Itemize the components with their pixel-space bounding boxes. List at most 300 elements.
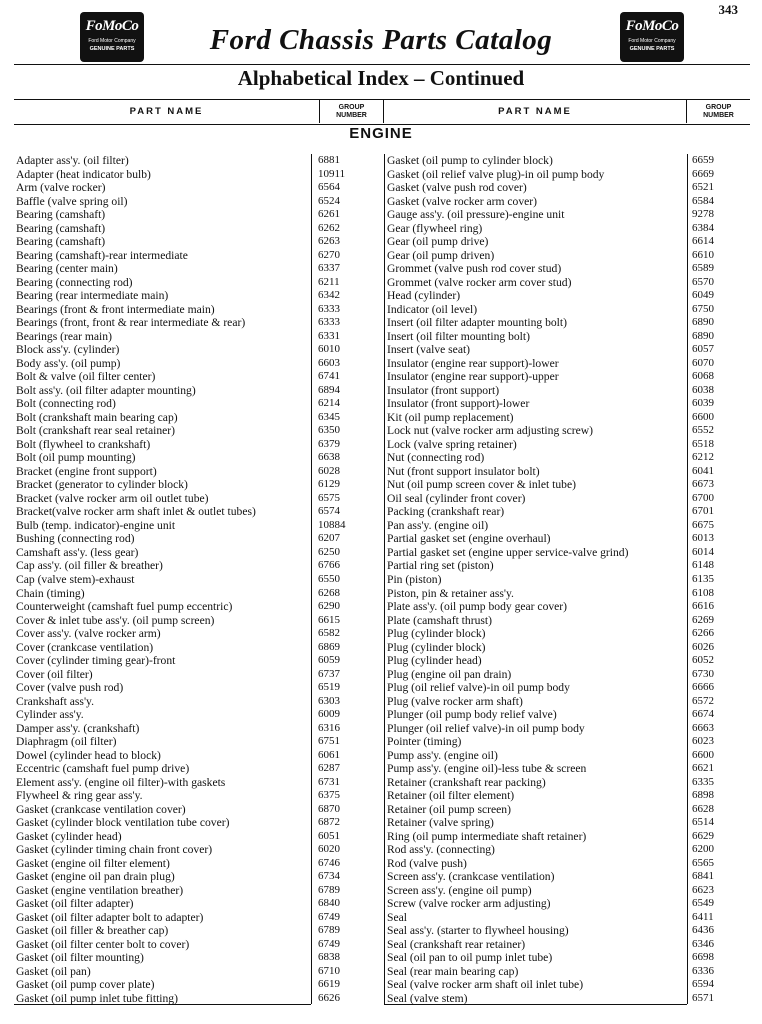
list-item [385, 924, 750, 938]
group-number: 6614 [692, 235, 714, 248]
list-item [14, 249, 384, 263]
group-number: 6675 [692, 518, 714, 531]
part-name: Bearings (rear main) [16, 329, 112, 343]
part-name: Seal (valve rocker arm shaft oil inlet tube) [387, 978, 584, 992]
list-item [14, 316, 384, 330]
list-item [14, 424, 384, 438]
list-item [14, 262, 384, 276]
part-name: Cover & inlet tube ass'y. (oil pump screen) [16, 613, 215, 627]
group-number: 6623 [692, 883, 714, 896]
group-number: 6211 [318, 275, 340, 288]
list-item [14, 357, 384, 371]
header-group-line1: GROUP [705, 103, 732, 111]
group-number: 10884 [318, 518, 346, 531]
list-item [14, 168, 384, 182]
catalog-title: Ford Chassis Parts Catalog [209, 24, 553, 56]
list-item [385, 357, 750, 371]
part-name: Gauge ass'y. (oil pressure)-engine unit [387, 208, 565, 222]
part-name: Damper ass'y. (crankshaft) [16, 721, 140, 735]
part-name: Rod ass'y. (connecting) [387, 843, 495, 857]
group-number: 6059 [318, 654, 340, 667]
group-number: 6518 [692, 437, 714, 450]
part-name: Bolt (crankshaft rear seal retainer) [16, 424, 176, 438]
group-number: 6890 [692, 329, 714, 342]
part-name: Bearing (rear intermediate main) [16, 289, 169, 303]
group-number: 6014 [692, 545, 714, 558]
list-item [14, 911, 384, 925]
list-item [14, 451, 384, 465]
group-number: 6337 [318, 262, 340, 275]
list-item [385, 803, 750, 817]
list-item [385, 478, 750, 492]
part-name: Bracket (valve rocker arm oil outlet tube) [16, 491, 209, 505]
index-column-right [385, 154, 750, 1005]
list-item [14, 816, 384, 830]
part-name: Gear (flywheel ring) [387, 221, 483, 235]
part-name: Nut (oil pump screen cover & inlet tube) [387, 478, 576, 492]
group-number: 6519 [318, 681, 340, 694]
list-item [385, 681, 750, 695]
part-name: Plunger (oil relief valve)-in oil pump body [387, 721, 585, 735]
list-item [14, 154, 384, 168]
list-item [385, 897, 750, 911]
table-header-right [384, 99, 750, 125]
list-item [14, 276, 384, 290]
list-item [14, 587, 384, 601]
list-item [14, 641, 384, 655]
part-name: Cylinder ass'y. [16, 708, 84, 722]
group-number: 6594 [692, 978, 714, 991]
part-name: Insulator (front support)-lower [387, 397, 530, 411]
part-name: Gasket (engine oil pan drain plug) [16, 870, 175, 884]
group-number: 6674 [692, 708, 714, 721]
list-item [385, 857, 750, 871]
logo-brand: FoMoCo [625, 18, 679, 34]
list-item [14, 884, 384, 898]
list-item [14, 370, 384, 384]
list-item [14, 343, 384, 357]
list-item [14, 843, 384, 857]
list-item [385, 992, 750, 1006]
list-item [385, 519, 750, 533]
logo-tagline: Ford Motor Company [88, 38, 136, 44]
list-item [385, 816, 750, 830]
group-number: 6212 [692, 451, 714, 464]
list-item [14, 830, 384, 844]
group-number: 6524 [318, 194, 340, 207]
group-number: 6023 [692, 735, 714, 748]
group-number: 6564 [318, 181, 340, 194]
logo-tagline: Ford Motor Company [628, 38, 676, 44]
header-part-name: PART NAME [129, 106, 204, 117]
group-number: 6020 [318, 843, 340, 856]
part-name: Gasket (engine ventilation breather) [16, 883, 184, 897]
list-item [385, 195, 750, 209]
group-number: 6268 [318, 586, 340, 599]
part-name: Bearing (connecting rod) [16, 275, 133, 289]
part-name: Plug (valve rocker arm shaft) [387, 694, 523, 708]
list-item [14, 384, 384, 398]
list-item [14, 195, 384, 209]
part-name: Grommet (valve push rod cover stud) [387, 262, 562, 276]
part-name: Nut (front support insulator bolt) [387, 464, 540, 478]
group-number: 6616 [692, 600, 714, 613]
group-number: 6068 [692, 370, 714, 383]
part-name: Plug (cylinder block) [387, 640, 486, 654]
part-name: Gasket (valve rocker arm cover) [387, 194, 537, 208]
list-item [385, 262, 750, 276]
part-name: Gasket (oil filter adapter) [16, 897, 134, 911]
part-name: Gasket (oil pump to cylinder block) [387, 154, 553, 167]
group-number: 6342 [318, 289, 340, 302]
list-item [14, 465, 384, 479]
part-name: Bushing (connecting rod) [16, 532, 135, 546]
group-number: 6626 [318, 991, 340, 1004]
part-name: Kit (oil pump replacement) [387, 410, 514, 424]
part-name: Bolt (connecting rod) [16, 397, 116, 411]
list-item [385, 830, 750, 844]
group-number: 6741 [318, 370, 340, 383]
list-item [385, 505, 750, 519]
group-number: 6737 [318, 667, 340, 680]
list-item [385, 222, 750, 236]
part-name: Bearings (front & front intermediate main) [16, 302, 215, 316]
list-item [14, 722, 384, 736]
part-name: Rod (valve push) [387, 856, 467, 870]
group-number: 6589 [692, 262, 714, 275]
part-name: Bracket (generator to cylinder block) [16, 478, 188, 492]
header-group-line2: NUMBER [703, 111, 734, 119]
list-item [385, 789, 750, 803]
group-number: 6638 [318, 451, 340, 464]
group-number: 6669 [692, 167, 714, 180]
part-name: Chain (timing) [16, 586, 85, 600]
list-item [14, 938, 384, 952]
group-number: 6514 [692, 816, 714, 829]
list-item [14, 532, 384, 546]
group-number: 6549 [692, 897, 714, 910]
part-name: Gear (oil pump drive) [387, 235, 489, 249]
list-item [385, 316, 750, 330]
list-item [14, 181, 384, 195]
list-item [14, 668, 384, 682]
group-number: 6890 [692, 316, 714, 329]
part-name: Cover (valve push rod) [16, 681, 124, 695]
header-group-line2: NUMBER [336, 111, 367, 119]
part-name: Plug (cylinder head) [387, 654, 482, 668]
group-number: 6436 [692, 924, 714, 937]
part-name: Oil seal (cylinder front cover) [387, 491, 526, 505]
part-name: Pan ass'y. (engine oil) [387, 518, 489, 532]
group-number: 6335 [692, 775, 714, 788]
list-item [14, 519, 384, 533]
part-name: Lock nut (valve rocker arm adjusting screw) [387, 424, 594, 438]
group-number: 6838 [318, 951, 340, 964]
group-number: 6666 [692, 681, 714, 694]
part-name: Counterweight (camshaft fuel pump eccentric) [16, 600, 233, 614]
part-name: Retainer (oil pump screen) [387, 802, 511, 816]
list-item [14, 762, 384, 776]
group-number: 6521 [692, 181, 714, 194]
group-number: 6750 [692, 302, 714, 315]
part-name: Gasket (engine oil filter element) [16, 856, 170, 870]
part-name: Bearing (camshaft) [16, 235, 106, 249]
list-item [14, 438, 384, 452]
part-name: Bolt (flywheel to crankshaft) [16, 437, 151, 451]
group-number: 6898 [692, 789, 714, 802]
list-item [385, 384, 750, 398]
group-number: 6841 [692, 870, 714, 883]
header-group-line1: GROUP [338, 103, 365, 111]
list-item [385, 289, 750, 303]
list-item [14, 897, 384, 911]
part-name: Insulator (engine rear support)-upper [387, 370, 559, 384]
part-name: Grommet (valve rocker arm cover stud) [387, 275, 572, 289]
list-item [14, 965, 384, 979]
part-name: Crankshaft ass'y. [16, 694, 94, 708]
list-item [14, 749, 384, 763]
part-name: Bearing (camshaft) [16, 221, 106, 235]
group-number: 6575 [318, 491, 340, 504]
group-number: 6379 [318, 437, 340, 450]
group-number: 6789 [318, 883, 340, 896]
group-number: 6041 [692, 464, 714, 477]
list-item [14, 789, 384, 803]
part-name: Plug (oil relief valve)-in oil pump body [387, 681, 570, 695]
list-item [385, 411, 750, 425]
part-name: Plug (engine oil pan drain) [387, 667, 512, 681]
part-name: Pointer (timing) [387, 735, 462, 749]
part-name: Cap ass'y. (oil filler & breather) [16, 559, 163, 573]
part-name: Plate (camshaft thrust) [387, 613, 492, 627]
group-number: 6610 [692, 248, 714, 261]
part-name: Gasket (oil filter adapter bolt to adapter) [16, 910, 204, 924]
table-header-left [14, 99, 384, 125]
list-item [385, 154, 750, 168]
list-item [385, 735, 750, 749]
list-item [385, 451, 750, 465]
part-name: Bearing (center main) [16, 262, 118, 276]
part-name: Seal (rear main bearing cap) [387, 964, 519, 978]
part-name: Gasket (oil pump inlet tube fitting) [16, 991, 178, 1005]
part-name: Gasket (oil filter mounting) [16, 951, 144, 965]
group-number: 6629 [692, 829, 714, 842]
part-name: Pump ass'y. (engine oil) [387, 748, 498, 762]
group-number: 6584 [692, 194, 714, 207]
group-number: 6731 [318, 775, 340, 788]
group-number: 6148 [692, 559, 714, 572]
list-item [385, 654, 750, 668]
group-number: 6659 [692, 154, 714, 166]
list-item [385, 330, 750, 344]
list-item [14, 397, 384, 411]
part-name: Gasket (oil filler & breather cap) [16, 924, 169, 938]
group-number: 6565 [692, 856, 714, 869]
page-subtitle: Alphabetical Index – Continued [237, 66, 525, 90]
group-number: 6333 [318, 316, 340, 329]
group-number: 6028 [318, 464, 340, 477]
group-number: 6026 [692, 640, 714, 653]
part-name: Bolt & valve (oil filter center) [16, 370, 156, 384]
group-number: 6108 [692, 586, 714, 599]
part-name: Element ass'y. (engine oil filter)-with gaskets [16, 775, 226, 789]
part-name: Bracket(valve rocker arm shaft inlet & outlet tubes) [16, 505, 256, 519]
part-name: Flywheel & ring gear ass'y. [16, 789, 143, 803]
part-name: Bolt (crankshaft main bearing cap) [16, 410, 178, 424]
list-item [385, 870, 750, 884]
list-item [14, 735, 384, 749]
group-number: 6350 [318, 424, 340, 437]
group-number: 6550 [318, 572, 340, 585]
logo-label: GENUINE PARTS [629, 46, 675, 52]
list-item [385, 181, 750, 195]
part-name: Gasket (cylinder timing chain front cover) [16, 843, 213, 857]
part-name: Cover ass'y. (valve rocker arm) [16, 627, 161, 641]
part-name: Seal (crankshaft rear retainer) [387, 937, 526, 951]
part-name: Adapter (heat indicator bulb) [16, 167, 151, 181]
group-number: 6673 [692, 478, 714, 491]
group-number: 6049 [692, 289, 714, 302]
group-number: 6010 [318, 343, 340, 356]
logo-brand: FoMoCo [85, 18, 139, 34]
part-name: Screen ass'y. (crankcase ventilation) [387, 870, 555, 884]
list-item [385, 168, 750, 182]
list-item [14, 708, 384, 722]
list-item [14, 870, 384, 884]
part-name: Ring (oil pump intermediate shaft retainer) [387, 829, 587, 843]
list-item [385, 587, 750, 601]
list-item [385, 343, 750, 357]
part-name: Seal (valve stem) [387, 991, 468, 1005]
list-item [385, 532, 750, 546]
group-number: 6730 [692, 667, 714, 680]
list-item [385, 627, 750, 641]
list-item [14, 303, 384, 317]
list-item [14, 559, 384, 573]
group-number: 6200 [692, 843, 714, 856]
part-name: Insert (valve seat) [387, 343, 471, 357]
list-item [385, 424, 750, 438]
list-item [14, 505, 384, 519]
part-name: Partial ring set (piston) [387, 559, 494, 573]
group-number: 6570 [692, 275, 714, 288]
group-number: 6316 [318, 721, 340, 734]
list-item [14, 289, 384, 303]
group-number: 6600 [692, 410, 714, 423]
group-number: 6345 [318, 410, 340, 423]
part-name: Retainer (oil filter element) [387, 789, 515, 803]
list-item [385, 303, 750, 317]
group-number: 6881 [318, 154, 340, 166]
group-number: 6384 [692, 221, 714, 234]
group-number: 6746 [318, 856, 340, 869]
list-item [385, 722, 750, 736]
group-number: 6129 [318, 478, 340, 491]
list-item [14, 627, 384, 641]
header-group-number [319, 100, 384, 123]
list-item [385, 843, 750, 857]
part-name: Baffle (valve spring oil) [16, 194, 128, 208]
list-item [14, 600, 384, 614]
group-number: 6013 [692, 532, 714, 545]
part-name: Head (cylinder) [387, 289, 461, 303]
group-number: 6336 [692, 964, 714, 977]
part-name: Bracket (engine front support) [16, 464, 157, 478]
group-number: 6303 [318, 694, 340, 707]
group-number: 6710 [318, 964, 340, 977]
part-name: Gasket (oil pump cover plate) [16, 978, 155, 992]
group-number: 6346 [692, 937, 714, 950]
group-number: 6070 [692, 356, 714, 369]
part-name: Insert (oil filter mounting bolt) [387, 329, 530, 343]
part-name: Screen ass'y. (engine oil pump) [387, 883, 532, 897]
part-name: Dowel (cylinder head to block) [16, 748, 161, 762]
list-item [385, 776, 750, 790]
list-item [14, 992, 384, 1006]
group-number: 6701 [692, 505, 714, 518]
list-item [14, 546, 384, 560]
part-name: Indicator (oil level) [387, 302, 478, 316]
part-name: Cover (oil filter) [16, 667, 93, 681]
group-number: 6261 [318, 208, 340, 221]
group-number: 6615 [318, 613, 340, 626]
group-number: 6038 [692, 383, 714, 396]
group-number: 6869 [318, 640, 340, 653]
part-name: Bearing (camshaft) [16, 208, 106, 222]
list-item [14, 614, 384, 628]
list-item [385, 559, 750, 573]
list-item [14, 492, 384, 506]
group-number: 6571 [692, 991, 714, 1004]
title-rule [14, 64, 750, 65]
logo-label: GENUINE PARTS [89, 46, 135, 52]
part-name: Gear (oil pump driven) [387, 248, 495, 262]
group-number: 6287 [318, 762, 340, 775]
group-number: 6600 [692, 748, 714, 761]
list-item [385, 938, 750, 952]
list-item [14, 978, 384, 992]
part-name: Body ass'y. (oil pump) [16, 356, 121, 370]
part-name: Adapter ass'y. (oil filter) [16, 154, 129, 167]
list-item [385, 208, 750, 222]
group-number: 6061 [318, 748, 340, 761]
group-number: 6207 [318, 532, 340, 545]
list-item [385, 762, 750, 776]
part-name: Bulb (temp. indicator)-engine unit [16, 518, 176, 532]
group-number: 6749 [318, 910, 340, 923]
list-item [14, 776, 384, 790]
group-number: 6751 [318, 735, 340, 748]
part-name: Bolt ass'y. (oil filter adapter mounting) [16, 383, 196, 397]
page-number: 343 [718, 2, 738, 17]
list-item [385, 749, 750, 763]
group-number: 6375 [318, 789, 340, 802]
part-name: Gasket (oil relief valve plug)-in oil pump body [387, 167, 605, 181]
group-number: 6263 [318, 235, 340, 248]
list-item [385, 600, 750, 614]
group-number: 6051 [318, 829, 340, 842]
list-item [14, 222, 384, 236]
list-item [385, 911, 750, 925]
part-name: Seal (oil pan to oil pump inlet tube) [387, 951, 553, 965]
group-number: 6331 [318, 329, 340, 342]
part-name: Retainer (crankshaft rear packing) [387, 775, 546, 789]
list-item [385, 276, 750, 290]
group-number: 6766 [318, 559, 340, 572]
list-item [385, 397, 750, 411]
list-item [385, 668, 750, 682]
part-name: Gasket (crankcase ventilation cover) [16, 802, 186, 816]
